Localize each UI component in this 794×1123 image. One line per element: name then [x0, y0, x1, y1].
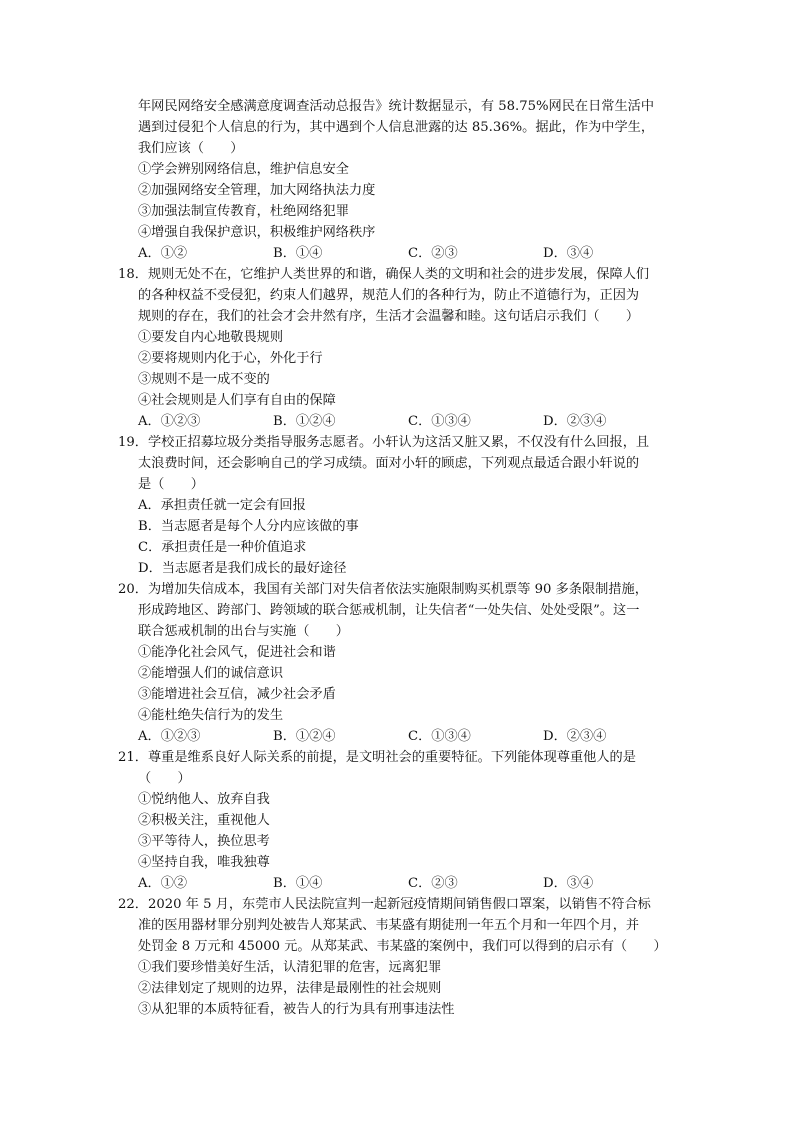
- statement-item: ④社会规则是人们享有自由的保障: [138, 393, 336, 408]
- statement-item: ③平等待人，换位思考: [138, 834, 270, 849]
- question-19-stem-line: 太浪费时间，还会影响自己的学习成绩。面对小轩的顾虑，下列观点最适合跟小轩说的: [138, 456, 640, 471]
- question-22-stem-line: 准的医用器材罪分别判处被告人郑某武、韦某盛有期徒刑一年五个月和一年四个月，并: [138, 918, 640, 933]
- option-c[interactable]: C．承担责任是一种价值追求: [138, 540, 307, 555]
- option-b[interactable]: B．①②④: [273, 414, 336, 429]
- option-c[interactable]: C．②③: [408, 876, 458, 891]
- statement-item: ②法律划定了规则的边界，法律是最刚性的社会规则: [138, 981, 442, 996]
- statement-item: ①悦纳他人、放弃自我: [138, 792, 270, 807]
- question-list: [118, 96, 678, 1020]
- statement-item: ①要发自内心地敬畏规则: [138, 330, 284, 345]
- question-19-stem-line: 是（ ）: [138, 477, 204, 492]
- question-20-stem-line: 联合惩戒机制的出台与实施（ ）: [138, 624, 349, 639]
- option-d[interactable]: D．③④: [543, 246, 594, 261]
- question-19: [118, 432, 678, 579]
- answer-options: [118, 411, 678, 432]
- option-a[interactable]: A．承担责任就一定会有回报: [138, 498, 306, 513]
- question-22-stem-line: 22．2020 年 5 月，东莞市人民法院宣判一起新冠疫情期间销售假口罩案，以销售不符合标: [118, 897, 651, 912]
- question-22-stem-line: 处罚金 8 万元和 45000 元。从郑某武、韦某盛的案例中，我们可以得到的启示有（ ）: [138, 939, 667, 954]
- option-b[interactable]: B．①②④: [273, 729, 336, 744]
- option-c[interactable]: C．①③④: [408, 414, 471, 429]
- answer-options: [118, 873, 678, 894]
- statement-item: ③从犯罪的本质特征看，被告人的行为具有刑事违法性: [138, 1002, 455, 1017]
- option-a[interactable]: A．①②: [138, 246, 188, 261]
- question-20-stem-line: 形成跨地区、跨部门、跨领域的联合惩戒机制，让失信者“一处失信、处处受限”。这一: [138, 603, 640, 618]
- question-21-stem-line: 21．尊重是维系良好人际关系的前提，是文明社会的重要特征。下列能体现尊重他人的是: [118, 750, 636, 765]
- option-d[interactable]: D．当志愿者是我们成长的最好途径: [138, 561, 347, 576]
- statement-item: ③规则不是一成不变的: [138, 372, 270, 387]
- statement-item: ②要将规则内化于心，外化于行: [138, 351, 323, 366]
- question-21-stem-line: （ ）: [138, 771, 191, 786]
- option-d[interactable]: D．③④: [543, 876, 594, 891]
- question-21: [118, 747, 678, 894]
- statement-item: ①能净化社会风气，促进社会和谐: [138, 645, 336, 660]
- question-17-stem-line: 遇到过侵犯个人信息的行为，其中遇到个人信息泄露的达 85.36%。据此，作为中学生，: [138, 120, 655, 135]
- question-18-stem-line: 的各种权益不受侵犯，约束人们越界，规范人们的各种行为，防止不道德行为，正因为: [138, 288, 640, 303]
- question-18: [118, 264, 678, 432]
- statement-item: ③加强法制宣传教育，杜绝网络犯罪: [138, 204, 349, 219]
- question-18-stem-line: 18．规则无处不在，它维护人类世界的和谐，确保人类的文明和社会的进步发展，保障人们: [118, 267, 650, 282]
- question-20-stem-line: 20．为增加失信成本，我国有关部门对失信者依法实施限制购买机票等 90 多条限制措施，: [118, 582, 648, 597]
- statement-item: ④能杜绝失信行为的发生: [138, 708, 284, 723]
- statement-item: ②积极关注，重视他人: [138, 813, 270, 828]
- statement-item: ③能增进社会互信，减少社会矛盾: [138, 687, 336, 702]
- statement-item: ④增强自我保护意识，积极维护网络秩序: [138, 225, 376, 240]
- question-17-stem-line: 年网民网络安全感满意度调查活动总报告》统计数据显示，有 58.75%网民在日常生活中: [138, 99, 655, 114]
- option-c[interactable]: C．②③: [408, 246, 458, 261]
- option-b[interactable]: B．①④: [273, 876, 323, 891]
- option-a[interactable]: A．①②③: [138, 414, 201, 429]
- question-19-stem-line: 19．学校正招募垃圾分类指导服务志愿者。小轩认为这活又脏又累，不仅没有什么回报，且: [118, 435, 650, 450]
- statement-item: ①学会辨别网络信息，维护信息安全: [138, 162, 349, 177]
- question-18-stem-line: 规则的存在，我们的社会才会井然有序，生活才会温馨和睦。这句话启示我们（ ）: [138, 309, 640, 324]
- option-b[interactable]: B．①④: [273, 246, 323, 261]
- answer-options: [118, 726, 678, 747]
- answer-options: [118, 243, 678, 264]
- statement-item: ②加强网络安全管理，加大网络执法力度: [138, 183, 376, 198]
- statement-item: ④坚持自我，唯我独尊: [138, 855, 270, 870]
- option-d[interactable]: D．②③④: [543, 729, 607, 744]
- option-b[interactable]: B．当志愿者是每个人分内应该做的事: [138, 519, 359, 534]
- question-17-stem-line: 我们应该（ ）: [138, 141, 244, 156]
- option-d[interactable]: D．②③④: [543, 414, 607, 429]
- question-22: [118, 894, 678, 1020]
- option-a[interactable]: A．①②③: [138, 729, 201, 744]
- statement-item: ②能增强人们的诚信意识: [138, 666, 284, 681]
- question-20: [118, 579, 678, 747]
- statement-item: ①我们要珍惜美好生活，认清犯罪的危害，远离犯罪: [138, 960, 442, 975]
- question-17: [118, 96, 678, 264]
- option-a[interactable]: A．①②: [138, 876, 188, 891]
- option-c[interactable]: C．①③④: [408, 729, 471, 744]
